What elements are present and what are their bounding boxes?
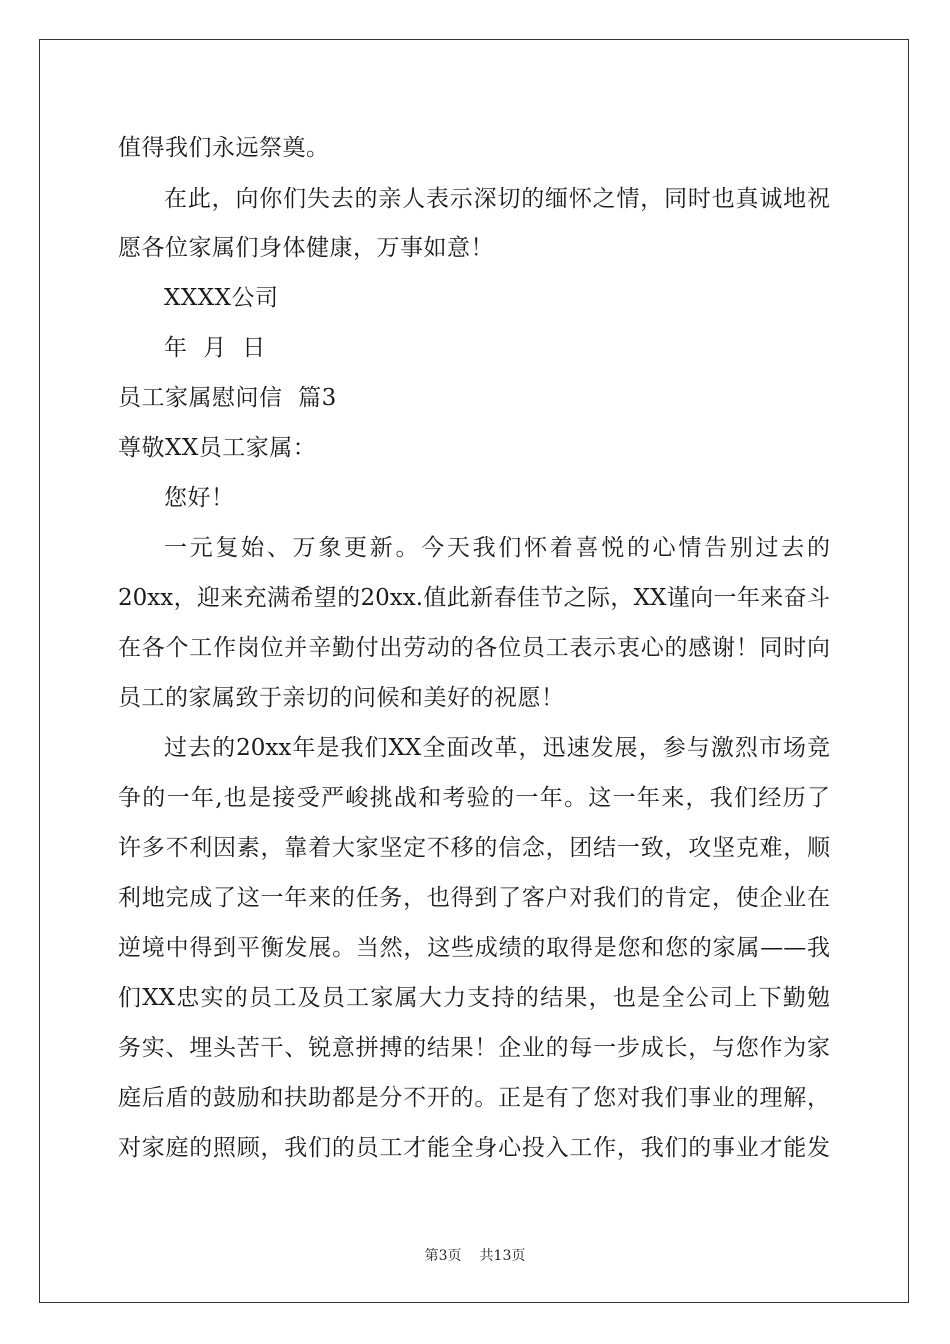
paragraph-line: 在各个工作岗位并辛勤付出劳动的各位员工表示衷心的感谢！同时向 bbox=[118, 635, 830, 661]
paragraph-line: 务实、埋头苦干、锐意拼搏的结果！企业的每一步成长，与您作为家 bbox=[118, 1035, 830, 1061]
salutation: 尊敬XX员工家属： bbox=[118, 435, 317, 461]
greeting: 您好！ bbox=[164, 485, 235, 511]
paragraph-line: 逆境中得到平衡发展。当然，这些成绩的取得是您和您的家属——我 bbox=[118, 935, 830, 961]
paragraph-line: 员工的家属致于亲切的问候和美好的祝愿！ bbox=[118, 685, 565, 711]
paragraph-line: 对家庭的照顾，我们的员工才能全身心投入工作，我们的事业才能发 bbox=[118, 1135, 830, 1161]
company-signature: XXXX公司 bbox=[164, 285, 279, 311]
paragraph-line: 庭后盾的鼓励和扶助都是分不开的。正是有了您对我们事业的理解， bbox=[118, 1085, 830, 1111]
paragraph-line: 在此，向你们失去的亲人表示深切的缅怀之情，同时也真诚地祝 bbox=[164, 186, 830, 212]
page-number: 第3页 bbox=[424, 1248, 462, 1264]
page-footer bbox=[0, 1247, 950, 1265]
paragraph-line: 争的一年,也是接受严峻挑战和考验的一年。这一年来，我们经历了 bbox=[118, 785, 830, 811]
paragraph-line: 20xx，迎来充满希望的20xx.值此新春佳节之际，XX谨向一年来奋斗 bbox=[118, 585, 830, 611]
section-heading: 员工家属慰问信 篇3 bbox=[118, 385, 337, 411]
paragraph-line: 利地完成了这一年来的任务，也得到了客户对我们的肯定，使企业在 bbox=[118, 885, 830, 911]
text-line: 愿各位家属们身体健康，万事如意！ bbox=[118, 235, 494, 261]
date-line: 年 月 日 bbox=[164, 335, 266, 361]
paragraph-line: 们XX忠实的员工及员工家属大力支持的结果，也是全公司上下勤勉 bbox=[118, 985, 830, 1011]
paragraph-line: 许多不利因素，靠着大家坚定不移的信念，团结一致，攻坚克难，顺 bbox=[118, 835, 830, 861]
paragraph-line: 过去的20xx年是我们XX全面改革，迅速发展，参与激烈市场竞 bbox=[164, 735, 830, 761]
paragraph-line: 一元复始、万象更新。今天我们怀着喜悦的心情告别过去的 bbox=[164, 535, 830, 561]
text-line: 值得我们永远祭奠。 bbox=[118, 135, 330, 161]
page-total: 共13页 bbox=[479, 1248, 526, 1264]
